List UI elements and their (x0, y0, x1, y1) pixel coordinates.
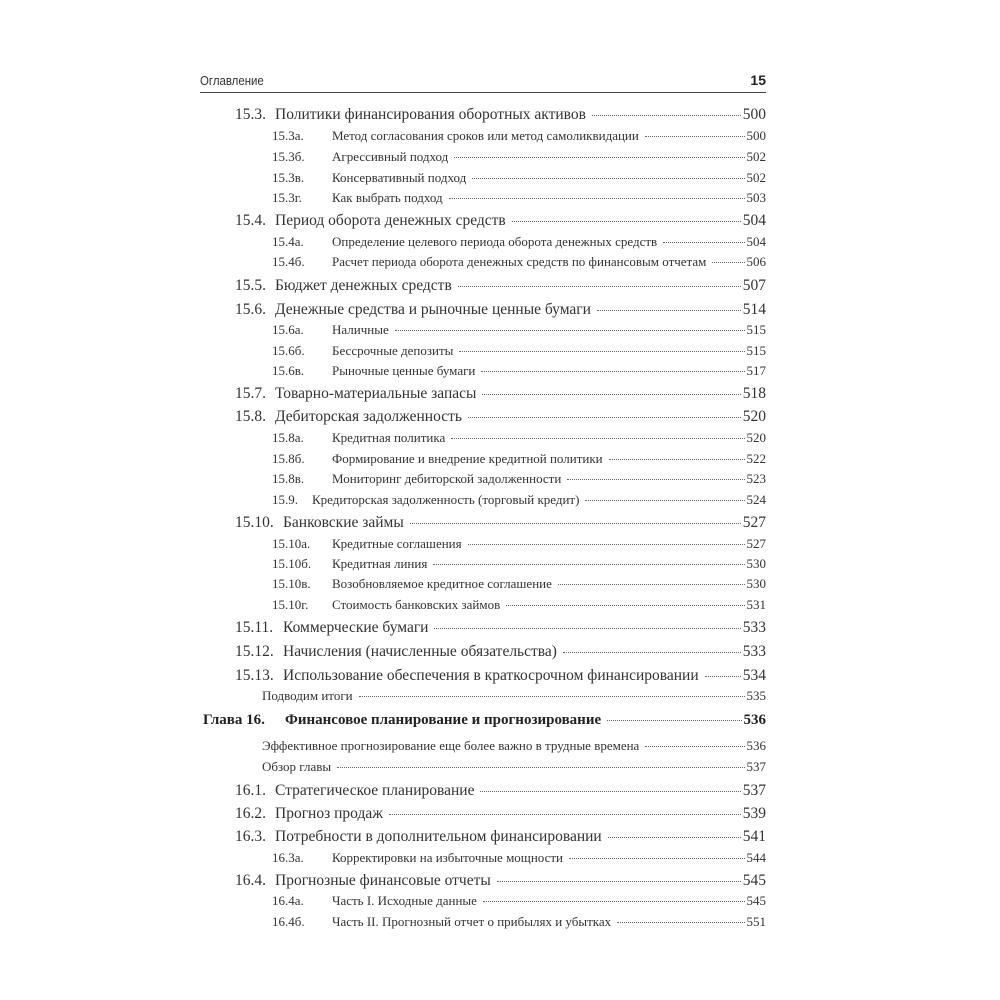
dot-leader (454, 157, 744, 158)
dot-leader (389, 814, 741, 815)
section-page: 551 (746, 914, 766, 929)
toc-entry-sub (272, 576, 766, 592)
section-number: 15.4б. (272, 254, 305, 269)
section-page: 518 (742, 385, 766, 402)
toc-entry-main (235, 872, 766, 890)
section-page: 515 (746, 343, 766, 358)
section-number: 15.6в. (272, 363, 305, 378)
dot-leader (483, 901, 745, 902)
section-number: 15.13. (235, 667, 274, 684)
section-title: Использование обеспечения в краткосрочном финансировании (283, 667, 699, 684)
dot-leader (705, 676, 741, 677)
section-title: Дебиторская задолженность (275, 408, 462, 425)
toc-entry-sub (272, 170, 766, 186)
section-number: 15.6а. (272, 322, 304, 337)
dot-leader (433, 564, 744, 565)
section-page: 524 (746, 492, 766, 507)
section-page: 517 (746, 363, 766, 378)
dot-leader (592, 115, 741, 116)
dot-leader (468, 544, 745, 545)
dot-leader (410, 523, 741, 524)
section-page: 504 (742, 212, 766, 229)
section-title: Прогноз продаж (275, 805, 383, 822)
section-title: Корректировки на избыточные мощности (332, 850, 564, 865)
section-title: Рыночные ценные бумаги (332, 363, 476, 378)
section-title: Бессрочные депозиты (332, 343, 454, 358)
toc-entry-plain (262, 688, 766, 704)
toc-entry-plain (262, 738, 766, 754)
toc-entry-main (235, 619, 766, 637)
section-title: Коммерческие бумаги (283, 619, 429, 636)
section-number: Глава 16. (203, 712, 265, 728)
section-title: Потребности в дополнительном финансировании (275, 828, 602, 845)
section-page: 520 (746, 430, 766, 445)
section-title: Часть I. Исходные данные (332, 893, 477, 908)
dot-leader (558, 584, 745, 585)
section-page: 534 (742, 667, 766, 684)
section-title: Бюджет денежных средств (275, 277, 452, 294)
section-page: 541 (742, 828, 766, 845)
section-number: 15.8. (235, 408, 266, 425)
section-page: 500 (742, 106, 766, 123)
section-title: Финансовое планирование и прогнозирование (285, 712, 602, 728)
section-page: 504 (746, 234, 766, 249)
section-number: 15.11. (235, 619, 274, 636)
toc-entry-sub (272, 190, 766, 206)
section-title: Начисления (начисленные обязательства) (283, 643, 557, 660)
section-title: Период оборота денежных средств (275, 212, 506, 229)
section-page: 520 (742, 408, 766, 425)
section-number: 15.8в. (272, 471, 305, 486)
dot-leader (359, 696, 745, 697)
section-title: Банковские займы (283, 514, 404, 531)
section-number: 16.2. (235, 805, 266, 822)
section-title: Политики финансирования оборотных активов (275, 106, 586, 123)
section-page: 527 (742, 514, 766, 531)
section-page: 531 (746, 597, 766, 612)
section-title: Денежные средства и рыночные ценные бумаги (275, 301, 591, 318)
section-number: 15.3г. (272, 190, 302, 205)
section-title: Консервативный подход (332, 170, 467, 185)
section-page: 533 (742, 619, 766, 636)
toc-entry-main (235, 408, 766, 426)
section-page: 530 (746, 556, 766, 571)
section-page: 500 (746, 128, 766, 143)
toc-entry-main (235, 514, 766, 532)
toc-entry-sub (272, 363, 766, 379)
dot-leader (569, 858, 744, 859)
dot-leader (645, 746, 744, 747)
toc-entry-sub (272, 343, 766, 359)
toc-entry-sub (272, 128, 766, 144)
toc-entry-sub (272, 914, 766, 930)
section-page: 514 (742, 301, 766, 318)
dot-leader (563, 652, 741, 653)
section-number: 16.3. (235, 828, 266, 845)
section-number: 15.4а. (272, 234, 304, 249)
dot-leader (449, 198, 745, 199)
section-page: 539 (742, 805, 766, 822)
dot-leader (472, 178, 744, 179)
section-page: 502 (746, 149, 766, 164)
section-title: Возобновляемое кредитное соглашение (332, 576, 552, 591)
section-number: 15.4. (235, 212, 266, 229)
dot-leader (663, 242, 744, 243)
dot-leader (337, 767, 744, 768)
dot-leader (617, 922, 744, 923)
section-page: 502 (746, 170, 766, 185)
section-title: Стоимость банковских займов (332, 597, 501, 612)
section-page: 503 (746, 190, 766, 205)
section-number: 15.6б. (272, 343, 305, 358)
toc-entry-chapter (203, 712, 766, 729)
section-title: Агрессивный подход (332, 149, 449, 164)
toc-entry-main (235, 667, 766, 685)
section-title: Как выбрать подход (332, 190, 443, 205)
section-title: Товарно-материальные запасы (275, 385, 477, 402)
dot-leader (645, 136, 745, 137)
section-page: 523 (746, 471, 766, 486)
dot-leader (609, 459, 745, 460)
toc-entry-main (235, 385, 766, 403)
dot-leader (468, 417, 741, 418)
toc-entry-main (235, 782, 766, 800)
section-page: 545 (746, 893, 766, 908)
toc-entry-main (235, 828, 766, 846)
toc-entry-main (235, 106, 766, 124)
section-title: Эффективное прогнозирование еще более важно в трудные времена (262, 738, 640, 753)
toc-entry-main (235, 301, 766, 319)
toc-entry-main (235, 643, 766, 661)
section-page: 537 (742, 782, 766, 799)
section-number: 15.12. (235, 643, 274, 660)
toc-entry-sub (272, 492, 766, 508)
dot-leader (506, 605, 744, 606)
section-number: 15.10а. (272, 536, 311, 551)
toc-entry-sub (272, 597, 766, 613)
dot-leader (597, 310, 741, 311)
section-page: 533 (742, 643, 766, 660)
section-number: 15.5. (235, 277, 266, 294)
section-title: Наличные (332, 322, 389, 337)
section-page: 515 (746, 322, 766, 337)
toc-entry-sub (272, 850, 766, 866)
section-title: Определение целевого периода оборота денежных средств (332, 234, 658, 249)
section-page: 537 (746, 759, 766, 774)
toc-entry-sub (272, 556, 766, 572)
section-page: 536 (746, 738, 766, 753)
section-title: Расчет периода оборота денежных средств по финансовым отчетам (332, 254, 707, 269)
section-page: 530 (746, 576, 766, 591)
section-number: 15.10б. (272, 556, 312, 571)
section-page: 536 (743, 712, 766, 728)
section-number: 16.1. (235, 782, 266, 799)
dot-leader (512, 221, 741, 222)
header-title: Оглавление (200, 73, 264, 88)
section-title: Мониторинг дебиторской задолженности (332, 471, 562, 486)
dot-leader (434, 628, 740, 629)
section-page: 527 (746, 536, 766, 551)
section-number: 15.10в. (272, 576, 311, 591)
toc-entry-sub (272, 430, 766, 446)
dot-leader (608, 837, 741, 838)
dot-leader (481, 371, 744, 372)
section-page: 522 (746, 451, 766, 466)
section-title: Прогнозные финансовые отчеты (275, 872, 491, 889)
section-number: 15.8б. (272, 451, 305, 466)
toc-entry-main (235, 805, 766, 823)
dot-leader (451, 438, 744, 439)
toc-entry-sub (272, 234, 766, 250)
section-page: 544 (746, 850, 766, 865)
dot-leader (712, 262, 744, 263)
section-number: 15.10. (235, 514, 274, 531)
section-number: 15.8а. (272, 430, 304, 445)
section-title: Метод согласования сроков или метод самоликвидации (332, 128, 639, 143)
section-title: Кредитная линия (332, 556, 428, 571)
toc-entry-main (235, 277, 766, 295)
section-number: 15.3б. (272, 149, 305, 164)
section-page: 535 (746, 688, 766, 703)
section-page: 506 (746, 254, 766, 269)
section-number: 16.4. (235, 872, 266, 889)
dot-leader (607, 720, 741, 721)
toc-entry-plain (262, 759, 766, 775)
section-number: 15.3в. (272, 170, 305, 185)
section-number: 16.4б. (272, 914, 305, 929)
section-title: Обзор главы (262, 759, 332, 774)
section-page: 507 (742, 277, 766, 294)
dot-leader (458, 286, 741, 287)
section-number: 15.3а. (272, 128, 304, 143)
section-title: Кредитная политика (332, 430, 446, 445)
section-page: 545 (742, 872, 766, 889)
section-title: Часть II. Прогнозный отчет о прибылях и убытках (332, 914, 612, 929)
toc-entry-sub (272, 893, 766, 909)
dot-leader (585, 500, 744, 501)
page-number: 15 (750, 72, 766, 88)
running-header (200, 72, 766, 93)
section-number: 16.4а. (272, 893, 304, 908)
section-title: Кредиторская задолженность (торговый кредит) (312, 492, 580, 507)
toc-entry-main (235, 212, 766, 230)
section-number: 16.3а. (272, 850, 304, 865)
section-title: Кредитные соглашения (332, 536, 462, 551)
dot-leader (497, 881, 741, 882)
section-number: 15.7. (235, 385, 266, 402)
dot-leader (480, 791, 740, 792)
section-title: Формирование и внедрение кредитной политики (332, 451, 603, 466)
toc-entry-sub (272, 322, 766, 338)
dot-leader (482, 394, 740, 395)
section-number: 15.3. (235, 106, 266, 123)
section-number: 15.6. (235, 301, 266, 318)
section-title: Подводим итоги (262, 688, 353, 703)
toc-entry-sub (272, 254, 766, 270)
section-number: 15.9. (272, 492, 298, 507)
dot-leader (395, 330, 745, 331)
section-title: Стратегическое планирование (275, 782, 475, 799)
section-number: 15.10г. (272, 597, 309, 612)
dot-leader (459, 351, 744, 352)
dot-leader (567, 479, 744, 480)
toc-entry-sub (272, 149, 766, 165)
toc-entry-sub (272, 536, 766, 552)
toc-entry-sub (272, 451, 766, 467)
toc-entry-sub (272, 471, 766, 487)
